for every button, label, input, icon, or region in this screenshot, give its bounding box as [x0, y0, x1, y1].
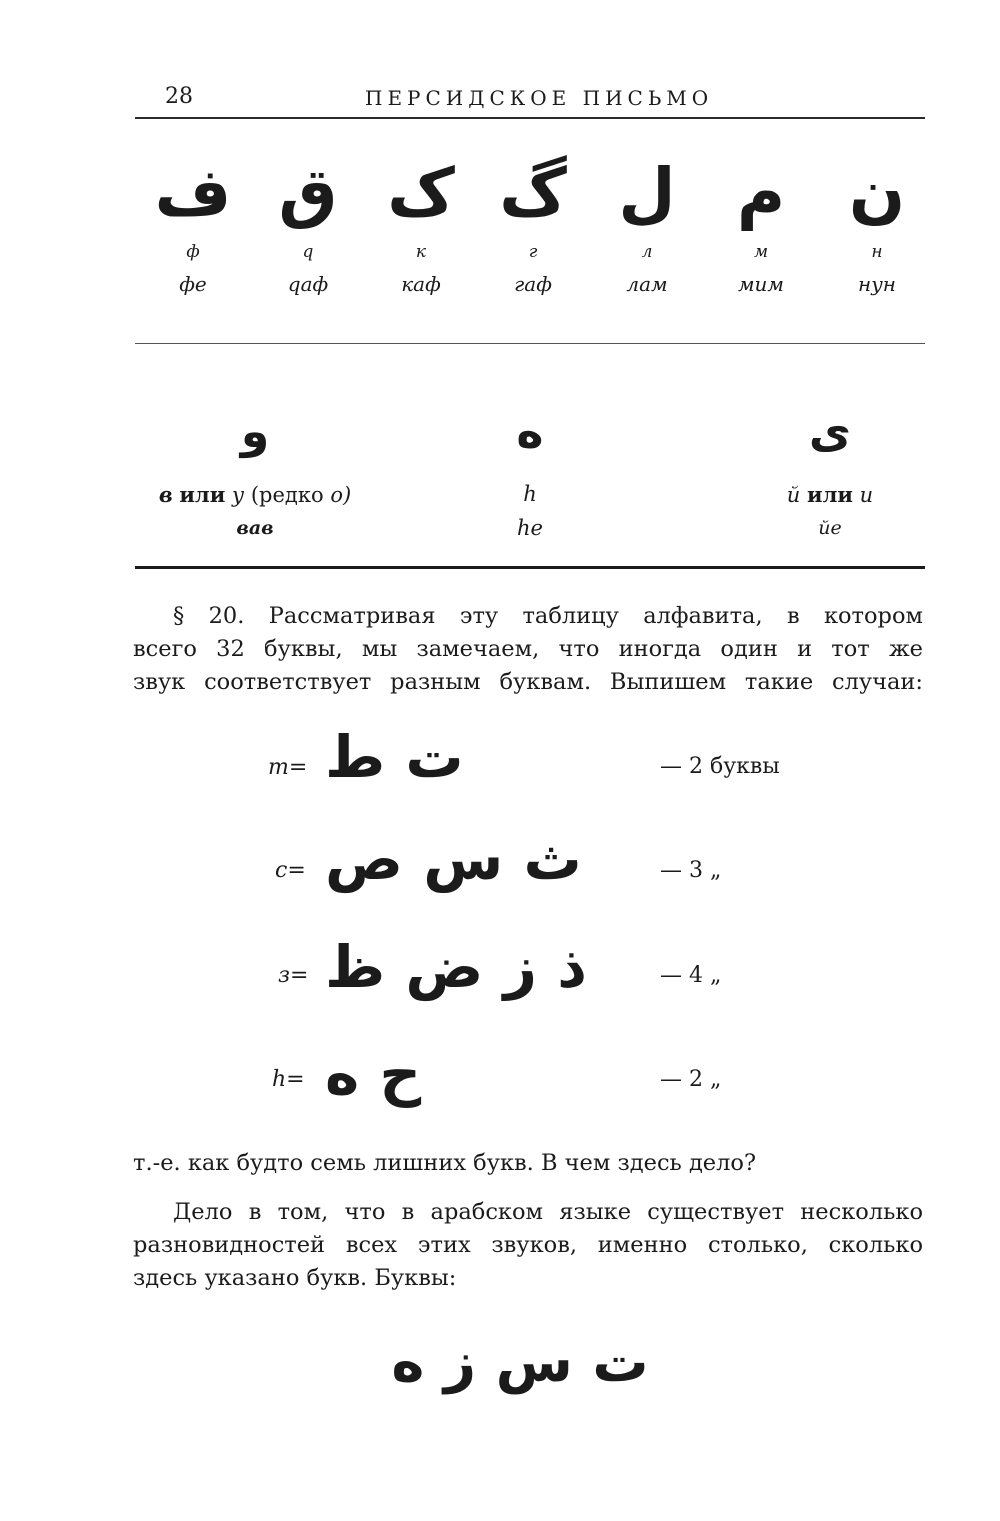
letter-translit: г	[528, 242, 538, 262]
text-line: т.-е. как будто семь лишних букв. В чем здесь дело?	[133, 1150, 757, 1176]
equiv-glyphs: ث س ص	[325, 825, 582, 893]
letter-glyph: ه	[516, 404, 544, 458]
table-divider	[135, 343, 925, 344]
letter-name: лам	[626, 272, 668, 296]
letter-mim	[706, 154, 816, 296]
page-number: 28	[165, 84, 193, 109]
letter-he	[470, 404, 590, 540]
letter-translit: к	[415, 242, 427, 262]
text-line: всего 32 буквы, мы замечаем, что иногда один и тот же	[133, 636, 923, 662]
letter-translit: н	[871, 242, 883, 262]
text-line: звук соответствует разным буквам. Выпишем такие случаи:	[133, 669, 923, 695]
translit-part: и	[859, 483, 874, 507]
paragraph-section-20	[133, 600, 923, 699]
letter-vav	[135, 404, 375, 539]
equiv-label: т=	[268, 755, 308, 780]
letter-glyph: گ	[499, 154, 567, 231]
equiv-glyphs: ت ط	[325, 723, 464, 791]
letter-translit: ф	[186, 242, 200, 262]
equiv-count: — 4 „	[660, 963, 722, 988]
letter-translit: м	[753, 242, 769, 262]
letter-glyph: ی	[808, 404, 852, 458]
equiv-label: с=	[275, 858, 306, 883]
letter-name: qаф	[287, 272, 329, 296]
letter-glyph: و	[240, 404, 270, 458]
letter-translit	[135, 482, 375, 507]
equiv-count: — 2 буквы	[660, 754, 780, 779]
letter-kaf	[366, 154, 476, 296]
equiv-glyphs: ح ه	[325, 1040, 422, 1108]
translit-part: в	[158, 482, 173, 507]
letter-name: he	[517, 516, 543, 540]
equiv-count: — 3 „	[660, 858, 722, 883]
translit-rest: (редко	[250, 483, 324, 507]
letter-translit	[750, 482, 910, 507]
letter-glyph: ق	[278, 154, 338, 231]
letter-gaf	[478, 154, 588, 296]
letter-glyph: ف	[154, 154, 232, 231]
text-line: здесь указано букв. Буквы:	[133, 1265, 457, 1291]
text-run: Рассматривая эту таблицу алфавита, в котором	[268, 603, 924, 629]
page-header	[135, 82, 925, 112]
equiv-label: h=	[272, 1067, 305, 1092]
letter-name: йе	[818, 517, 842, 539]
letter-glyph: ل	[618, 154, 676, 231]
letter-qaf	[253, 154, 363, 296]
translit-part: о)	[330, 483, 352, 507]
letter-glyph: م	[736, 154, 786, 231]
text-line	[133, 600, 923, 633]
header-rule	[135, 117, 925, 119]
letter-glyph: ن	[848, 154, 906, 231]
letter-name: вав	[236, 517, 274, 539]
letter-name: нун	[858, 272, 896, 296]
paragraph-explanation	[133, 1196, 923, 1295]
text-line: Дело в том, что в арабском языке существует несколько	[173, 1199, 923, 1225]
running-title: ПЕРСИДСКОЕ ПИСЬМО	[365, 86, 714, 110]
letter-lam	[592, 154, 702, 296]
letter-nun	[822, 154, 932, 296]
equiv-glyphs: ذ ز ض ظ	[325, 933, 587, 1001]
translit-part: у	[231, 483, 245, 507]
letter-translit: q	[302, 242, 314, 262]
letter-glyph: ک	[387, 154, 455, 231]
section-sign: § 20.	[173, 603, 245, 629]
paragraph-seven-letters	[133, 1147, 923, 1180]
equiv-label: з=	[278, 963, 309, 988]
letter-name: фе	[179, 272, 207, 296]
letter-name: каф	[401, 272, 441, 296]
equiv-count: — 2 „	[660, 1067, 722, 1092]
letter-ye	[750, 404, 910, 539]
translit-part: й	[786, 483, 801, 507]
translit-or: или	[179, 482, 226, 507]
letter-name: мим	[737, 272, 785, 296]
letter-name: гаф	[514, 272, 552, 296]
text-line: разновидностей всех этих звуков, именно столько, сколько	[133, 1232, 923, 1258]
bottom-arabic-letters: ت س ز ه	[391, 1330, 649, 1395]
letter-translit: л	[641, 242, 653, 262]
letter-fe	[138, 154, 248, 296]
translit-or: или	[807, 482, 853, 507]
letter-translit: h	[523, 482, 537, 506]
table-bottom-rule	[135, 566, 925, 569]
